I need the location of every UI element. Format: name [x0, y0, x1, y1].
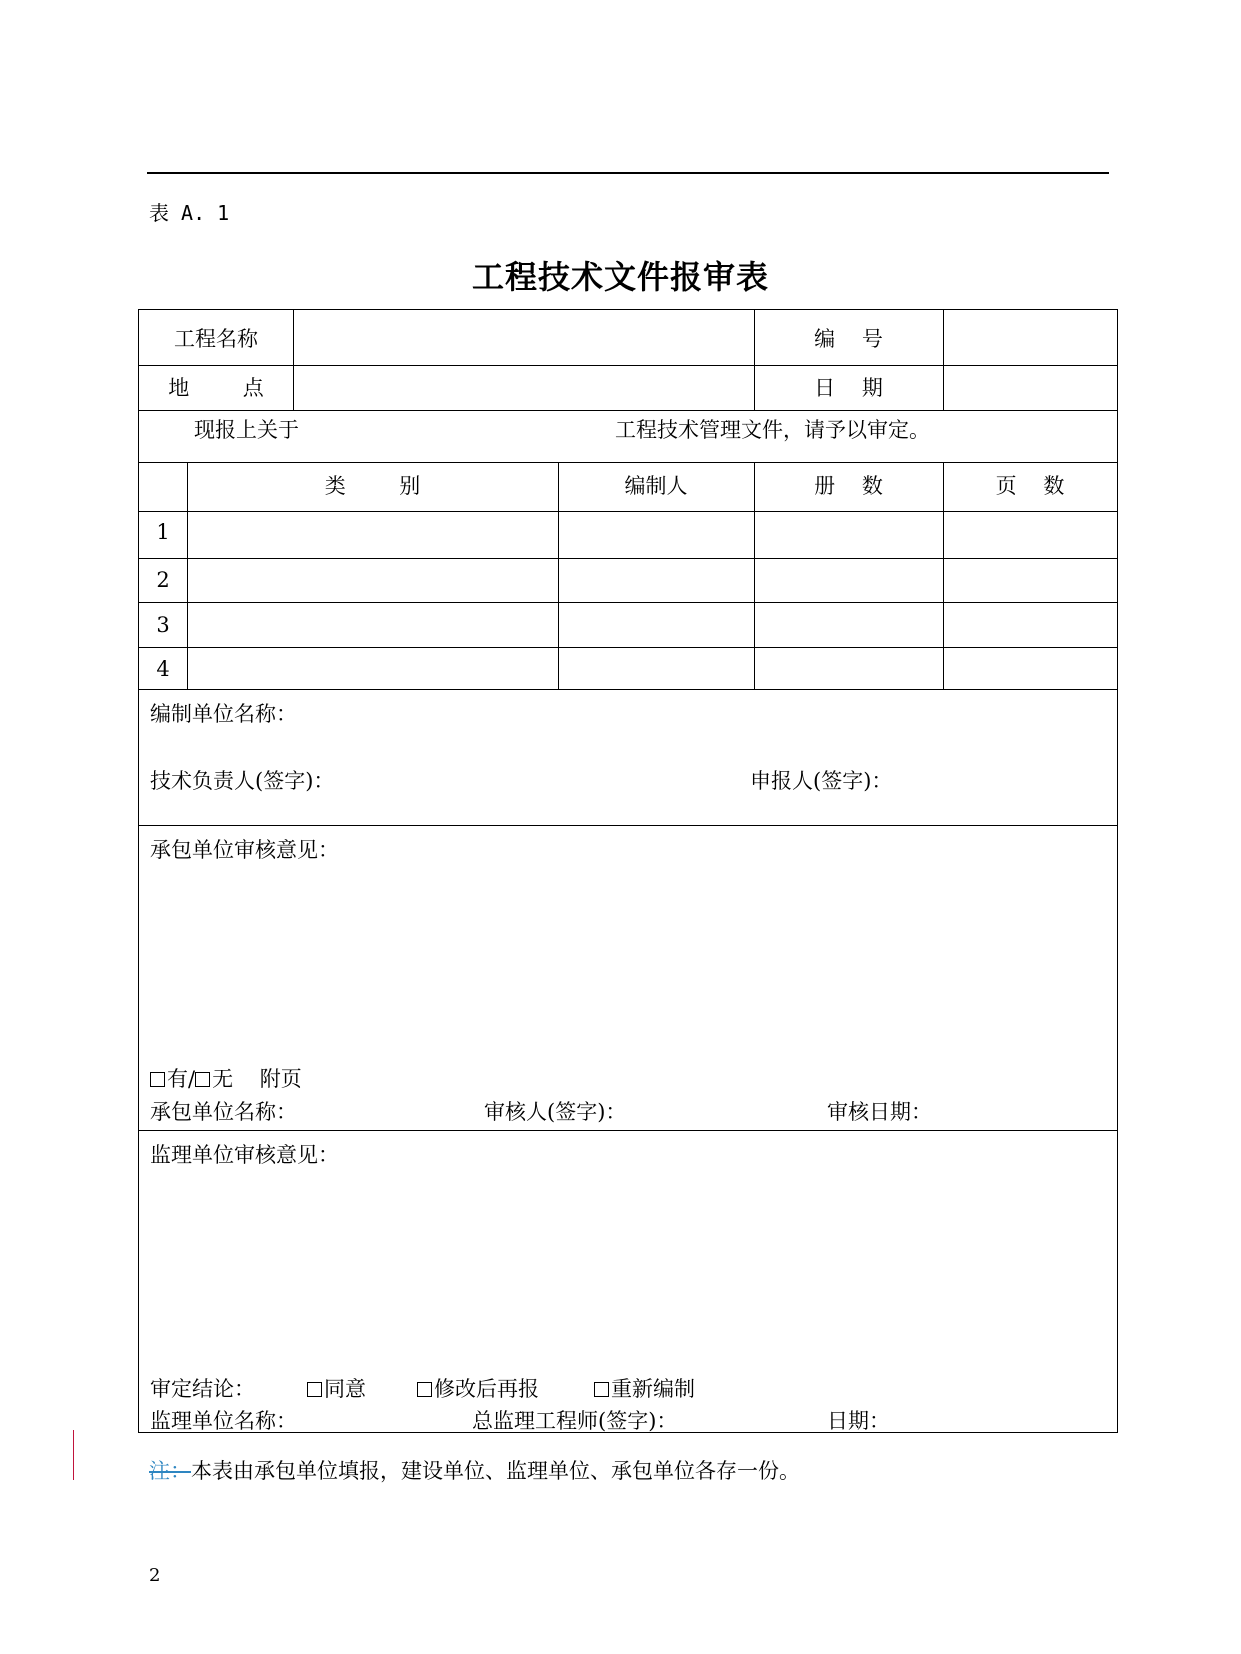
redo-label: 重新编制 [611, 1377, 695, 1401]
has-label: 有/ [167, 1067, 196, 1091]
header-rule [147, 172, 1109, 174]
redo-checkbox[interactable] [594, 1382, 609, 1397]
reviewer-signature-label: 审核人(签字)： [484, 1100, 627, 1124]
contractor-unit-label: 承包单位名称： [150, 1100, 297, 1124]
revise-checkbox[interactable] [417, 1382, 432, 1397]
note-prefix: 注： [149, 1459, 191, 1483]
row-number: 3 [156, 613, 170, 637]
attachment-line [150, 1069, 302, 1090]
supervisor-unit-label: 监理单位名称： [150, 1409, 297, 1433]
row-divider [139, 558, 1117, 559]
number-label: 编 号 [814, 327, 883, 351]
supervisor-opinion-label: 监理单位审核意见： [150, 1143, 339, 1167]
none-checkbox[interactable] [195, 1072, 210, 1087]
report-form [138, 309, 1118, 1433]
row-divider [139, 365, 1117, 366]
table-code: 表 A. 1 [149, 201, 230, 225]
page-title: 工程技术文件报审表 [471, 258, 769, 296]
section-divider [139, 1130, 1117, 1131]
has-checkbox[interactable] [150, 1072, 165, 1087]
preparer-unit-label: 编制单位名称： [150, 702, 297, 726]
date-field[interactable] [944, 378, 1116, 402]
footer-note [149, 1455, 800, 1485]
col-header-volumes: 册 数 [814, 474, 883, 498]
location-label: 地 点 [168, 376, 264, 400]
row-number: 4 [156, 657, 170, 681]
none-label: 无 [212, 1067, 234, 1091]
number-field[interactable] [944, 329, 1116, 353]
row-divider [139, 689, 1117, 690]
revision-bar [73, 1430, 74, 1480]
applicant-signature-label: 申报人(签字)： [750, 769, 893, 793]
note-text: 本表由承包单位填报，建设单位、监理单位、承包单位各存一份。 [191, 1459, 800, 1483]
section-divider [139, 825, 1117, 826]
col-header-pages: 页 数 [995, 474, 1065, 498]
row-divider [139, 602, 1117, 603]
supervisor-date-label: 日期： [827, 1409, 890, 1433]
row-divider [139, 647, 1117, 648]
submit-suffix: 工程技术管理文件，请予以审定。 [615, 418, 930, 442]
row-divider [139, 410, 1117, 411]
chief-signature-label: 总监理工程师(签字)： [472, 1409, 678, 1433]
row-number: 2 [156, 568, 170, 592]
location-field[interactable] [294, 378, 754, 402]
revise-label: 修改后再报 [434, 1377, 539, 1401]
conclusion-label: 审定结论： [150, 1377, 255, 1401]
col-header-preparer: 编制人 [624, 474, 688, 498]
review-date-label: 审核日期： [827, 1100, 932, 1124]
contractor-opinion-label: 承包单位审核意见： [150, 838, 339, 862]
submit-prefix: 现报上关于 [194, 418, 299, 442]
subject-field[interactable] [314, 420, 574, 444]
col-header-category: 类 别 [324, 474, 421, 498]
option-redo[interactable] [594, 1379, 695, 1400]
agree-label: 同意 [324, 1377, 366, 1401]
row-divider [139, 462, 1117, 463]
agree-checkbox[interactable] [307, 1382, 322, 1397]
project-name-label: 工程名称 [174, 327, 258, 351]
project-name-field[interactable] [294, 329, 754, 353]
page-number: 2 [149, 1565, 161, 1586]
attachment-label: 附页 [259, 1067, 302, 1091]
option-revise[interactable] [417, 1379, 539, 1400]
row-number: 1 [156, 520, 170, 544]
row-divider [139, 511, 1117, 512]
date-label: 日 期 [814, 376, 883, 400]
option-agree[interactable] [307, 1379, 366, 1400]
tech-lead-signature-label: 技术负责人(签字)： [150, 769, 335, 793]
